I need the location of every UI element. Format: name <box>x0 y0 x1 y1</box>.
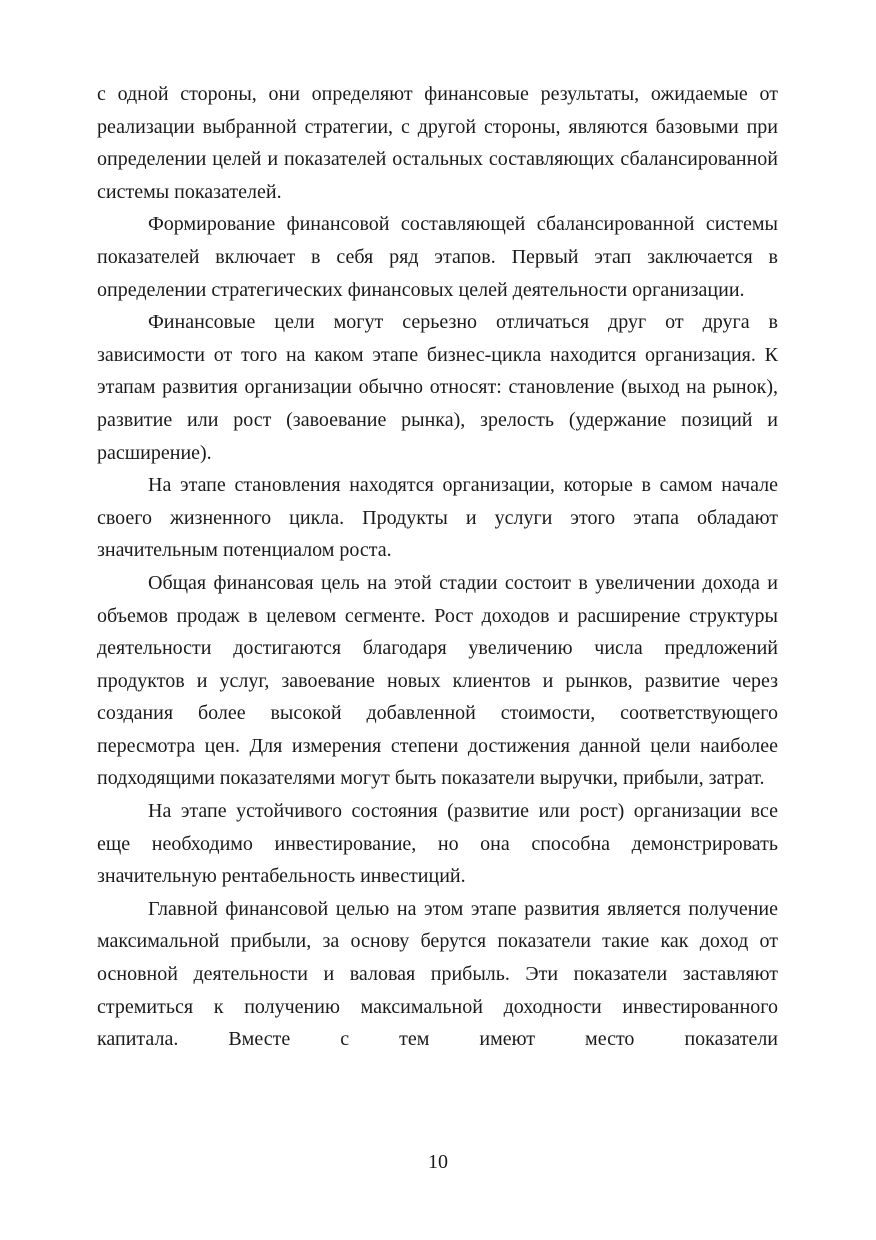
page-number: 10 <box>428 1151 448 1173</box>
paragraph-1: с одной стороны, они определяют финансовые результаты, ожидаемые от реализации выбранной стратегии, с другой стороны, являются базовыми при определении целей и показателей остальных составляющих сбалансированной системы показателей. <box>97 83 778 203</box>
page-body <box>97 78 778 1056</box>
paragraph-2: Формирование финансовой составляющей сбалансированной системы показателей включает в себя ряд этапов. Первый этап заключается в определении стратегических финансовых целей деятельности организации. <box>97 213 778 301</box>
paragraph-3: Финансовые цели могут серьезно отличаться друг от друга в зависимости от того на каком этапе бизнес-цикла находится организация. К этапам развития организации обычно относят: становление (выход на рынок), развитие или рост (завоевание рынка), зрелость (удержание позиций и расширение). <box>97 311 778 464</box>
paragraph-4: На этапе становления находятся организации, которые в самом начале своего жизненного цикла. Продукты и услуги этого этапа обладают значительным потенциалом роста. <box>97 474 778 562</box>
paragraph-6: На этапе устойчивого состояния (развитие или рост) организации все еще необходимо инвестирование, но она способна демонстрировать значительную рентабельность инвестиций. <box>97 800 778 888</box>
paragraph-7: Главной финансовой целью на этом этапе развития является получение максимальной прибыли, за основу берутся показатели такие как доход от основной деятельности и валовая прибыль. Эти показатели заставляют стремиться к получению максимальной доходности инвестированного капитала. Вместе с тем имеют место показатели <box>97 897 778 1051</box>
paragraph-5: Общая финансовая цель на этой стадии состоит в увеличении дохода и объемов продаж в целевом сегменте. Рост доходов и расширение структуры деятельности достигаются благодаря увеличению числа предложений продуктов и услуг, завоевание новых клиентов и рынков, развитие через создания более высокой добавленной стоимости, соответствующего пересмотра цен. Для измерения степени достижения данной цели наиболее подходящими показателями могут быть показатели выручки, прибыли, затрат. <box>97 571 778 790</box>
